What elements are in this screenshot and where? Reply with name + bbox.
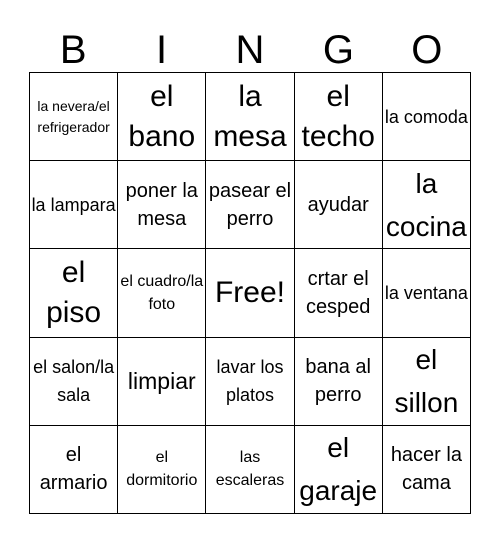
header-letter-i: I [156,28,168,72]
bingo-cell: la cocina [383,161,471,249]
bingo-header [29,28,471,72]
bingo-cell: pasear el perro [206,161,294,249]
header-letter-b: B [59,28,87,72]
bingo-cell: el salon/la sala [30,338,118,426]
bingo-cell: la nevera/el refrigerador [30,73,118,161]
bingo-cell: el dormitorio [118,426,206,514]
bingo-cell: limpiar [118,338,206,426]
header-letter-g: G [322,28,354,72]
bingo-cell: la lampara [30,161,118,249]
header-letter-n: N [235,28,265,72]
bingo-cell: el piso [30,249,118,337]
bingo-cell: el garaje [295,426,383,514]
free-space-cell: Free! [206,249,294,337]
bingo-cell: la comoda [383,73,471,161]
bingo-cell: bana al perro [295,338,383,426]
bingo-cell: ayudar [295,161,383,249]
bingo-cell: crtar el cesped [295,249,383,337]
bingo-cell: el cuadro/la foto [118,249,206,337]
bingo-cell: poner la mesa [118,161,206,249]
bingo-cell: lavar los platos [206,338,294,426]
bingo-grid [29,72,471,514]
bingo-cell: el armario [30,426,118,514]
header-letter-o: O [411,28,443,72]
bingo-cell: el bano [118,73,206,161]
bingo-cell: las escaleras [206,426,294,514]
bingo-cell: la mesa [206,73,294,161]
bingo-cell: hacer la cama [383,426,471,514]
bingo-cell: la ventana [383,249,471,337]
bingo-cell: el techo [295,73,383,161]
bingo-cell: el sillon [383,338,471,426]
